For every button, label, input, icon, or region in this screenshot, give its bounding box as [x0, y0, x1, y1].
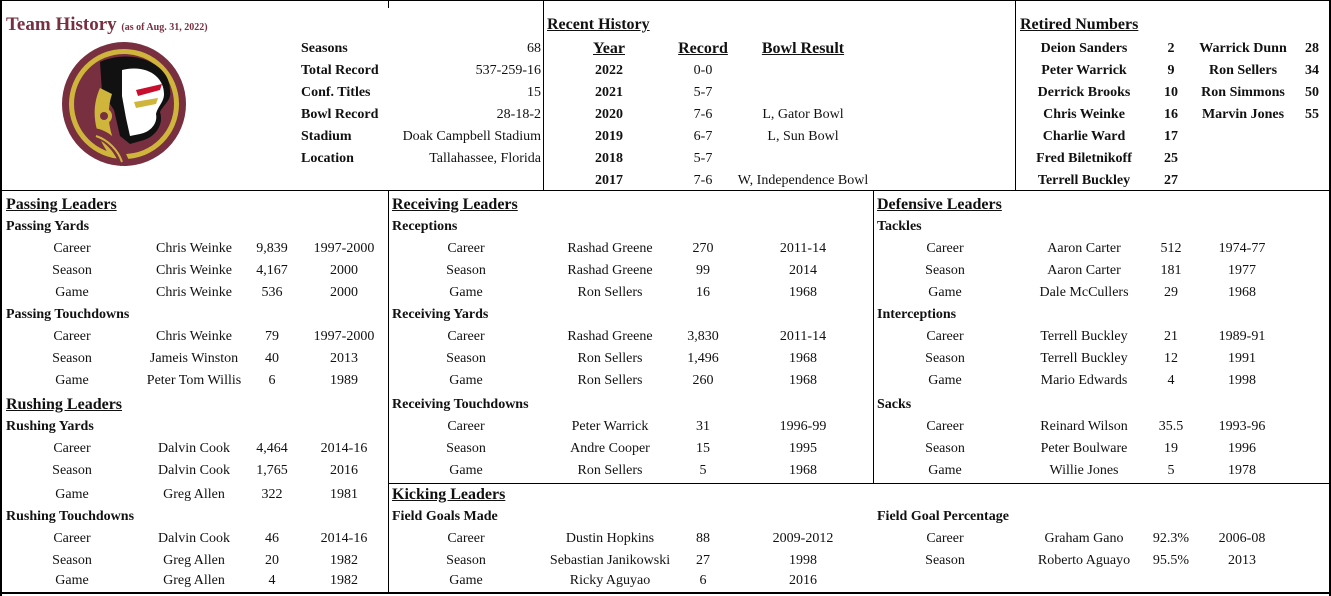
player-name: Dustin Hopkins — [565, 531, 655, 546]
record-type: Career — [926, 329, 964, 344]
record-type: Career — [53, 329, 91, 344]
stat-year: 2011-14 — [779, 241, 827, 256]
team-stat-label: Stadium — [301, 129, 352, 144]
stat-year: 1968 — [789, 373, 817, 388]
player-name: Greg Allen — [163, 487, 225, 502]
recent-history-title: Recent History — [547, 16, 650, 33]
team-stat-value: 28-18-2 — [496, 107, 541, 122]
stat-year: 1989 — [330, 373, 358, 388]
record-type: Season — [446, 553, 486, 568]
retired-numbers-title: Retired Numbers — [1020, 16, 1139, 33]
retired-name: Fred Biletnikoff — [1036, 151, 1132, 166]
recent-record: 5-7 — [693, 151, 713, 166]
stat-year: 1995 — [789, 441, 817, 456]
player-name: Dalvin Cook — [158, 531, 230, 546]
stat-year: 1974-77 — [1218, 241, 1266, 256]
category-label: Rushing Touchdowns — [6, 509, 135, 524]
player-name: Sebastian Janikowski — [549, 553, 671, 568]
stat-value: 35.5 — [1158, 419, 1184, 434]
stat-year: 2014-16 — [320, 441, 368, 456]
recent-year: 2019 — [595, 129, 623, 144]
stat-value: 4 — [268, 573, 276, 588]
player-name: Chris Weinke — [156, 263, 232, 278]
player-name: Peter Boulware — [1040, 441, 1128, 456]
stat-value: 512 — [1160, 241, 1182, 256]
player-name: Aaron Carter — [1047, 241, 1121, 256]
stat-value: 20 — [265, 553, 279, 568]
recent-bowl: L, Gator Bowl — [762, 107, 844, 122]
record-type: Game — [55, 285, 89, 300]
player-name: Greg Allen — [163, 553, 225, 568]
record-type: Season — [925, 441, 965, 456]
stat-year: 1981 — [330, 487, 358, 502]
border-bottom — [0, 592, 1331, 594]
stat-value: 46 — [265, 531, 279, 546]
logo-svg — [60, 40, 188, 168]
record-type: Season — [52, 463, 92, 478]
retired-name: Derrick Brooks — [1037, 85, 1131, 100]
stat-value: 6 — [699, 573, 707, 588]
border-top — [0, 0, 1331, 1]
stat-year: 1968 — [1228, 285, 1256, 300]
retired-name: Terrell Buckley — [1037, 173, 1131, 188]
record-type: Game — [449, 573, 483, 588]
player-name: Ron Sellers — [577, 373, 643, 388]
retired-number: 9 — [1167, 63, 1175, 78]
stat-year: 1968 — [789, 351, 817, 366]
divider-kicking — [388, 483, 1330, 484]
recent-record: 0-0 — [693, 63, 713, 78]
stat-value: 31 — [696, 419, 710, 434]
record-type: Career — [53, 531, 91, 546]
record-type: Career — [926, 419, 964, 434]
team-stat-value: Tallahassee, Florida — [429, 151, 541, 166]
record-type: Career — [447, 419, 485, 434]
stat-year: 2013 — [330, 351, 358, 366]
retired-name: Ron Simmons — [1201, 85, 1285, 100]
stat-year: 2009-2012 — [772, 531, 834, 546]
receiving-leaders-title: Receiving Leaders — [392, 196, 518, 213]
recent-year: 2020 — [595, 107, 623, 122]
record-type: Season — [925, 351, 965, 366]
stat-value: 6 — [268, 373, 276, 388]
stat-year: 1996 — [1228, 441, 1256, 456]
stat-year: 1968 — [789, 463, 817, 478]
player-name: Rashad Greene — [567, 329, 653, 344]
stat-year: 2013 — [1228, 553, 1256, 568]
category-label: Field Goals Made — [392, 509, 498, 524]
recent-record: 6-7 — [693, 129, 713, 144]
stat-year: 2006-08 — [1218, 531, 1266, 546]
team-stat-value: 15 — [527, 85, 541, 100]
stat-year: 1996-99 — [779, 419, 827, 434]
stat-value: 4,464 — [256, 441, 288, 456]
player-name: Reinard Wilson — [1040, 419, 1128, 434]
stat-value: 4 — [1167, 373, 1175, 388]
record-type: Career — [53, 241, 91, 256]
stat-value: 19 — [1164, 441, 1178, 456]
stat-year: 1991 — [1228, 351, 1256, 366]
border-left — [0, 0, 2, 596]
record-type: Game — [928, 285, 962, 300]
stat-year: 1993-96 — [1218, 419, 1266, 434]
recent-year: 2021 — [595, 85, 623, 100]
recent-year: 2018 — [595, 151, 623, 166]
stat-year: 1968 — [789, 285, 817, 300]
team-stat-label: Conf. Titles — [301, 85, 371, 100]
record-type: Career — [53, 441, 91, 456]
stat-year: 2014 — [789, 263, 817, 278]
stat-year: 2016 — [330, 463, 358, 478]
retired-number: 50 — [1305, 85, 1319, 100]
team-stat-label: Location — [301, 151, 354, 166]
stat-year: 1989-91 — [1218, 329, 1266, 344]
team-stat-value: 68 — [527, 41, 541, 56]
stat-value: 21 — [1164, 329, 1178, 344]
divider-vertical-3 — [873, 190, 874, 484]
record-type: Season — [52, 351, 92, 366]
stat-value: 15 — [696, 441, 710, 456]
stat-value: 27 — [696, 553, 710, 568]
team-history-title: Team History — [6, 14, 117, 35]
player-name: Andre Cooper — [570, 441, 650, 456]
player-name: Chris Weinke — [156, 285, 232, 300]
divider-vertical-1 — [388, 0, 389, 8]
record-type: Game — [928, 463, 962, 478]
player-name: Terrell Buckley — [1040, 351, 1128, 366]
stat-year: 2011-14 — [779, 329, 827, 344]
recent-record: 5-7 — [693, 85, 713, 100]
stat-value: 5 — [699, 463, 707, 478]
team-stat-value: Doak Campbell Stadium — [402, 129, 541, 144]
player-name: Willie Jones — [1049, 463, 1119, 478]
player-name: Chris Weinke — [156, 241, 232, 256]
retired-number: 34 — [1305, 63, 1319, 78]
recent-year: 2017 — [595, 173, 623, 188]
player-name: Chris Weinke — [156, 329, 232, 344]
as-of-date: (as of Aug. 31, 2022) — [121, 22, 208, 33]
stat-year: 1997-2000 — [313, 241, 375, 256]
record-type: Career — [447, 329, 485, 344]
stat-value: 99 — [696, 263, 710, 278]
player-name: Rashad Greene — [567, 241, 653, 256]
retired-number: 25 — [1164, 151, 1178, 166]
team-stat-label: Bowl Record — [301, 107, 379, 122]
team-stat-label: Seasons — [301, 41, 348, 56]
defensive-leaders-title: Defensive Leaders — [877, 196, 1002, 213]
record-type: Career — [926, 531, 964, 546]
retired-name: Charlie Ward — [1042, 129, 1126, 144]
player-name: Jameis Winston — [149, 351, 239, 366]
player-name: Ron Sellers — [577, 285, 643, 300]
player-name: Dalvin Cook — [158, 441, 230, 456]
stat-value: 5 — [1167, 463, 1175, 478]
record-type: Career — [447, 241, 485, 256]
category-label: Interceptions — [877, 307, 957, 322]
player-name: Greg Allen — [163, 573, 225, 588]
category-label: Sacks — [877, 397, 912, 412]
player-name: Dalvin Cook — [158, 463, 230, 478]
record-type: Game — [55, 487, 89, 502]
category-label: Tackles — [877, 219, 922, 234]
stat-year: 1982 — [330, 573, 358, 588]
stat-value: 79 — [265, 329, 279, 344]
recent-record: 7-6 — [693, 173, 713, 188]
stat-value: 4,167 — [256, 263, 288, 278]
player-name: Peter Warrick — [571, 419, 649, 434]
divider-vertical-2 — [543, 0, 544, 191]
passing-leaders-title: Passing Leaders — [6, 196, 117, 213]
retired-number: 2 — [1167, 41, 1175, 56]
record-type: Career — [447, 531, 485, 546]
record-type: Game — [55, 573, 89, 588]
divider-vertical-4 — [1015, 0, 1016, 191]
stat-year: 2000 — [330, 285, 358, 300]
retired-number: 55 — [1305, 107, 1319, 122]
category-label: Receiving Touchdowns — [392, 397, 529, 412]
stat-value: 260 — [692, 373, 714, 388]
category-label: Passing Yards — [6, 219, 90, 234]
player-name: Graham Gano — [1044, 531, 1124, 546]
stat-value: 1,765 — [256, 463, 288, 478]
retired-number: 10 — [1164, 85, 1178, 100]
stat-value: 29 — [1164, 285, 1178, 300]
category-label: Receiving Yards — [392, 307, 489, 322]
player-name: Ricky Aguyao — [569, 573, 651, 588]
record-type: Season — [446, 263, 486, 278]
rushing-leaders-title: Rushing Leaders — [6, 396, 123, 413]
stat-year: 2016 — [789, 573, 817, 588]
stat-value: 322 — [261, 487, 283, 502]
stat-year: 1998 — [789, 553, 817, 568]
stat-value: 12 — [1164, 351, 1178, 366]
stat-value: 95.5% — [1152, 553, 1190, 568]
recent-history-record-header: Record — [678, 40, 728, 57]
record-type: Game — [55, 373, 89, 388]
stat-value: 92.3% — [1152, 531, 1190, 546]
retired-name: Ron Sellers — [1208, 63, 1278, 78]
player-name: Peter Tom Willis — [146, 373, 242, 388]
team-history-heading — [6, 14, 208, 39]
divider-vertical-1b — [388, 190, 389, 594]
recent-bowl: L, Sun Bowl — [767, 129, 839, 144]
player-name: Ron Sellers — [577, 351, 643, 366]
retired-name: Chris Weinke — [1043, 107, 1125, 122]
stat-value: 88 — [696, 531, 710, 546]
seminole-head-logo-icon — [60, 40, 188, 168]
record-type: Career — [926, 241, 964, 256]
category-label: Passing Touchdowns — [6, 307, 130, 322]
stat-value: 1,496 — [687, 351, 719, 366]
recent-bowl: W, Independence Bowl — [737, 173, 869, 188]
team-stat-label: Total Record — [301, 63, 379, 78]
recent-record: 7-6 — [693, 107, 713, 122]
record-type: Game — [449, 373, 483, 388]
record-type: Game — [449, 463, 483, 478]
stat-value: 16 — [696, 285, 710, 300]
retired-name: Marvin Jones — [1201, 107, 1285, 122]
retired-number: 16 — [1164, 107, 1178, 122]
record-type: Season — [925, 263, 965, 278]
record-type: Game — [928, 373, 962, 388]
record-type: Season — [52, 553, 92, 568]
player-name: Rashad Greene — [567, 263, 653, 278]
player-name: Ron Sellers — [577, 463, 643, 478]
recent-history-bowl-header: Bowl Result — [761, 40, 845, 57]
category-label: Rushing Yards — [6, 419, 94, 434]
retired-number: 17 — [1164, 129, 1178, 144]
stat-value: 40 — [265, 351, 279, 366]
stat-value: 9,839 — [256, 241, 288, 256]
stat-year: 1997-2000 — [313, 329, 375, 344]
player-name: Mario Edwards — [1040, 373, 1128, 388]
record-type: Season — [925, 553, 965, 568]
record-type: Game — [449, 285, 483, 300]
stat-value: 181 — [1160, 263, 1182, 278]
record-type: Season — [446, 441, 486, 456]
stat-value: 270 — [692, 241, 714, 256]
stat-year: 1977 — [1228, 263, 1256, 278]
team-stat-value: 537-259-16 — [475, 63, 541, 78]
retired-name: Peter Warrick — [1041, 63, 1127, 78]
kicking-leaders-title: Kicking Leaders — [392, 486, 506, 503]
record-type: Season — [446, 351, 486, 366]
retired-number: 27 — [1164, 173, 1178, 188]
retired-number: 28 — [1305, 41, 1319, 56]
player-name: Terrell Buckley — [1040, 329, 1128, 344]
player-name: Aaron Carter — [1047, 263, 1121, 278]
stat-year: 2000 — [330, 263, 358, 278]
player-name: Dale McCullers — [1039, 285, 1129, 300]
stat-year: 1982 — [330, 553, 358, 568]
retired-name: Warrick Dunn — [1199, 41, 1287, 56]
divider-top-sections — [0, 190, 1331, 191]
recent-history-year-header: Year — [593, 40, 625, 57]
record-type: Season — [52, 263, 92, 278]
stat-value: 536 — [261, 285, 283, 300]
retired-name: Deion Sanders — [1040, 41, 1128, 56]
recent-year: 2022 — [595, 63, 623, 78]
category-label: Receptions — [392, 219, 458, 234]
stat-year: 1998 — [1228, 373, 1256, 388]
stat-year: 2014-16 — [320, 531, 368, 546]
stat-year: 1978 — [1228, 463, 1256, 478]
player-name: Roberto Aguayo — [1037, 553, 1131, 568]
category-label: Field Goal Percentage — [877, 509, 1009, 524]
stat-value: 3,830 — [687, 329, 719, 344]
